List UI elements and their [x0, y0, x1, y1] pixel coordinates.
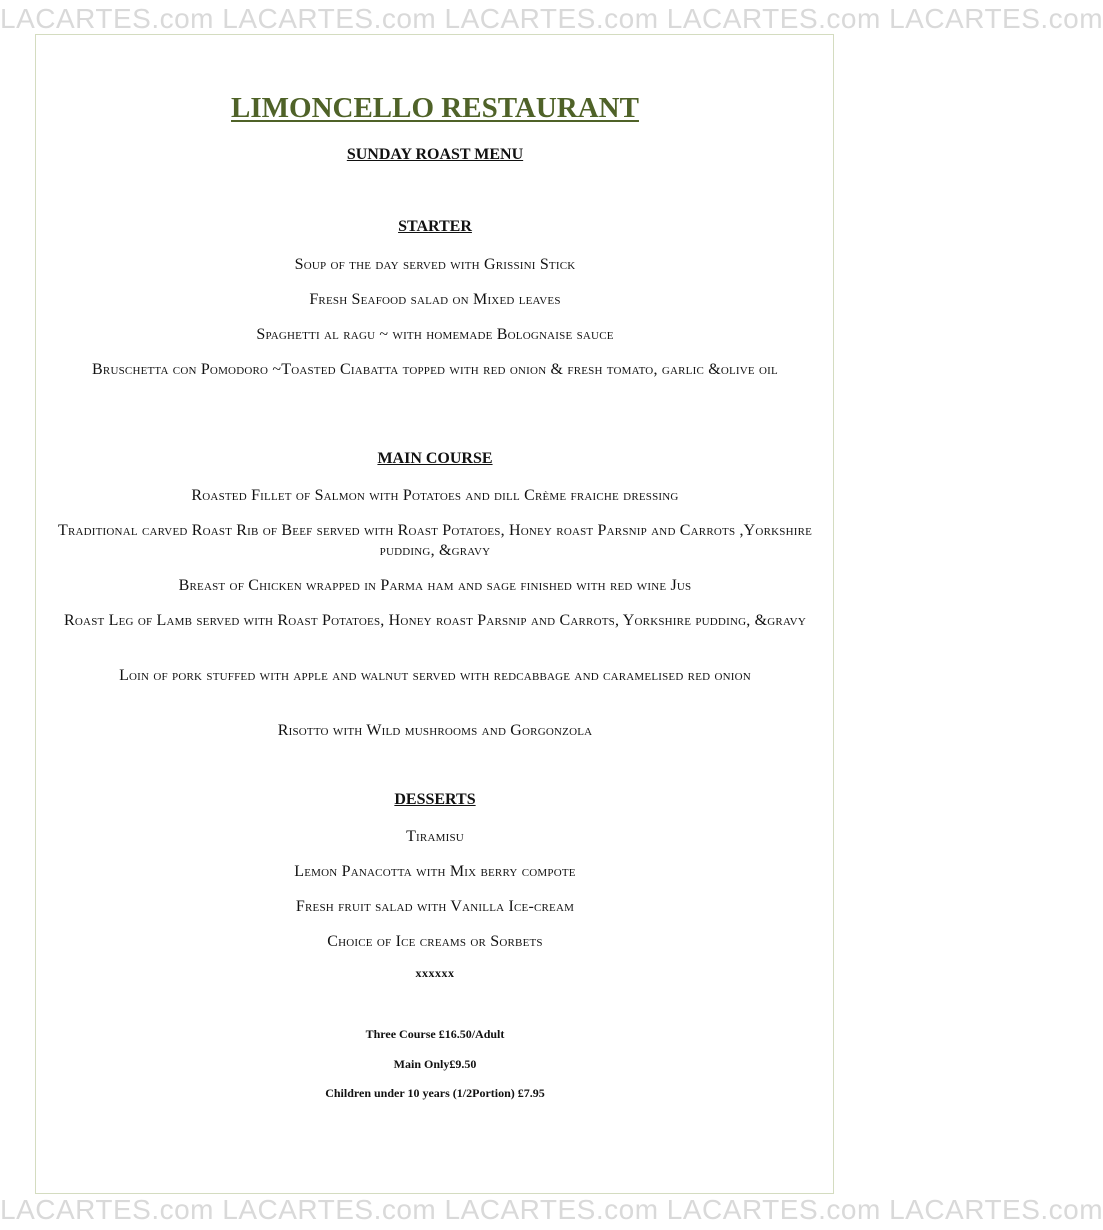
starter-item: Fresh Seafood salad on Mixed leaves	[309, 291, 561, 308]
main-course-item: Traditional carved Roast Rib of Beef served with Roast Potatoes, Honey roast Parsnip and Carrots ,Yorkshire pudding, &gravy	[57, 522, 813, 559]
main-course-item: Risotto with Wild mushrooms and Gorgonzola	[277, 722, 593, 739]
restaurant-title: LIMONCELLO RESTAURANT	[231, 92, 639, 124]
main-course-item: Loin of pork stuffed with apple and walnut served with redcabbage and caramelised red onion	[119, 667, 751, 684]
price-three-course: Three Course £16.50/Adult	[365, 1027, 505, 1041]
starter-heading: STARTER	[398, 218, 472, 235]
main-course-item: Roast Leg of Lamb served with Roast Potatoes, Honey roast Parsnip and Carrots, Yorkshire pudding, &gravy	[64, 612, 806, 629]
watermark-bottom: LACARTES.com LACARTES.com LACARTES.com LACARTES.com LACARTES.com	[0, 1194, 1103, 1225]
desserts-heading: DESSERTS	[394, 791, 476, 808]
main-course-item: Roasted Fillet of Salmon with Potatoes and dill Crème fraiche dressing	[191, 487, 679, 504]
starter-item: Bruschetta con Pomodoro ~Toasted Ciabatta topped with red onion & fresh tomato, garlic &olive oil	[92, 361, 778, 378]
price-main-only: Main Only£9.50	[393, 1057, 477, 1071]
menu-subtitle: SUNDAY ROAST MENU	[346, 146, 524, 163]
starter-item: Soup of the day served with Grissini Stick	[294, 256, 576, 273]
starter-item: Spaghetti al ragu ~ with homemade Bolognaise sauce	[256, 326, 614, 343]
watermark-top: LACARTES.com LACARTES.com LACARTES.com LACARTES.com LACARTES.com	[0, 3, 1103, 34]
main-course-heading: MAIN COURSE	[377, 450, 493, 467]
dessert-item: Tiramisu	[406, 828, 464, 845]
dessert-item: Choice of Ice creams or Sorbets	[327, 933, 543, 950]
price-children: Children under 10 years (1/2Portion) £7.95	[325, 1086, 545, 1100]
section-separator: xxxxxx	[415, 966, 455, 980]
dessert-item: Fresh fruit salad with Vanilla Ice-cream	[295, 898, 575, 915]
dessert-item: Lemon Panacotta with Mix berry compote	[294, 863, 576, 880]
main-course-item: Breast of Chicken wrapped in Parma ham and sage finished with red wine Jus	[178, 577, 692, 594]
